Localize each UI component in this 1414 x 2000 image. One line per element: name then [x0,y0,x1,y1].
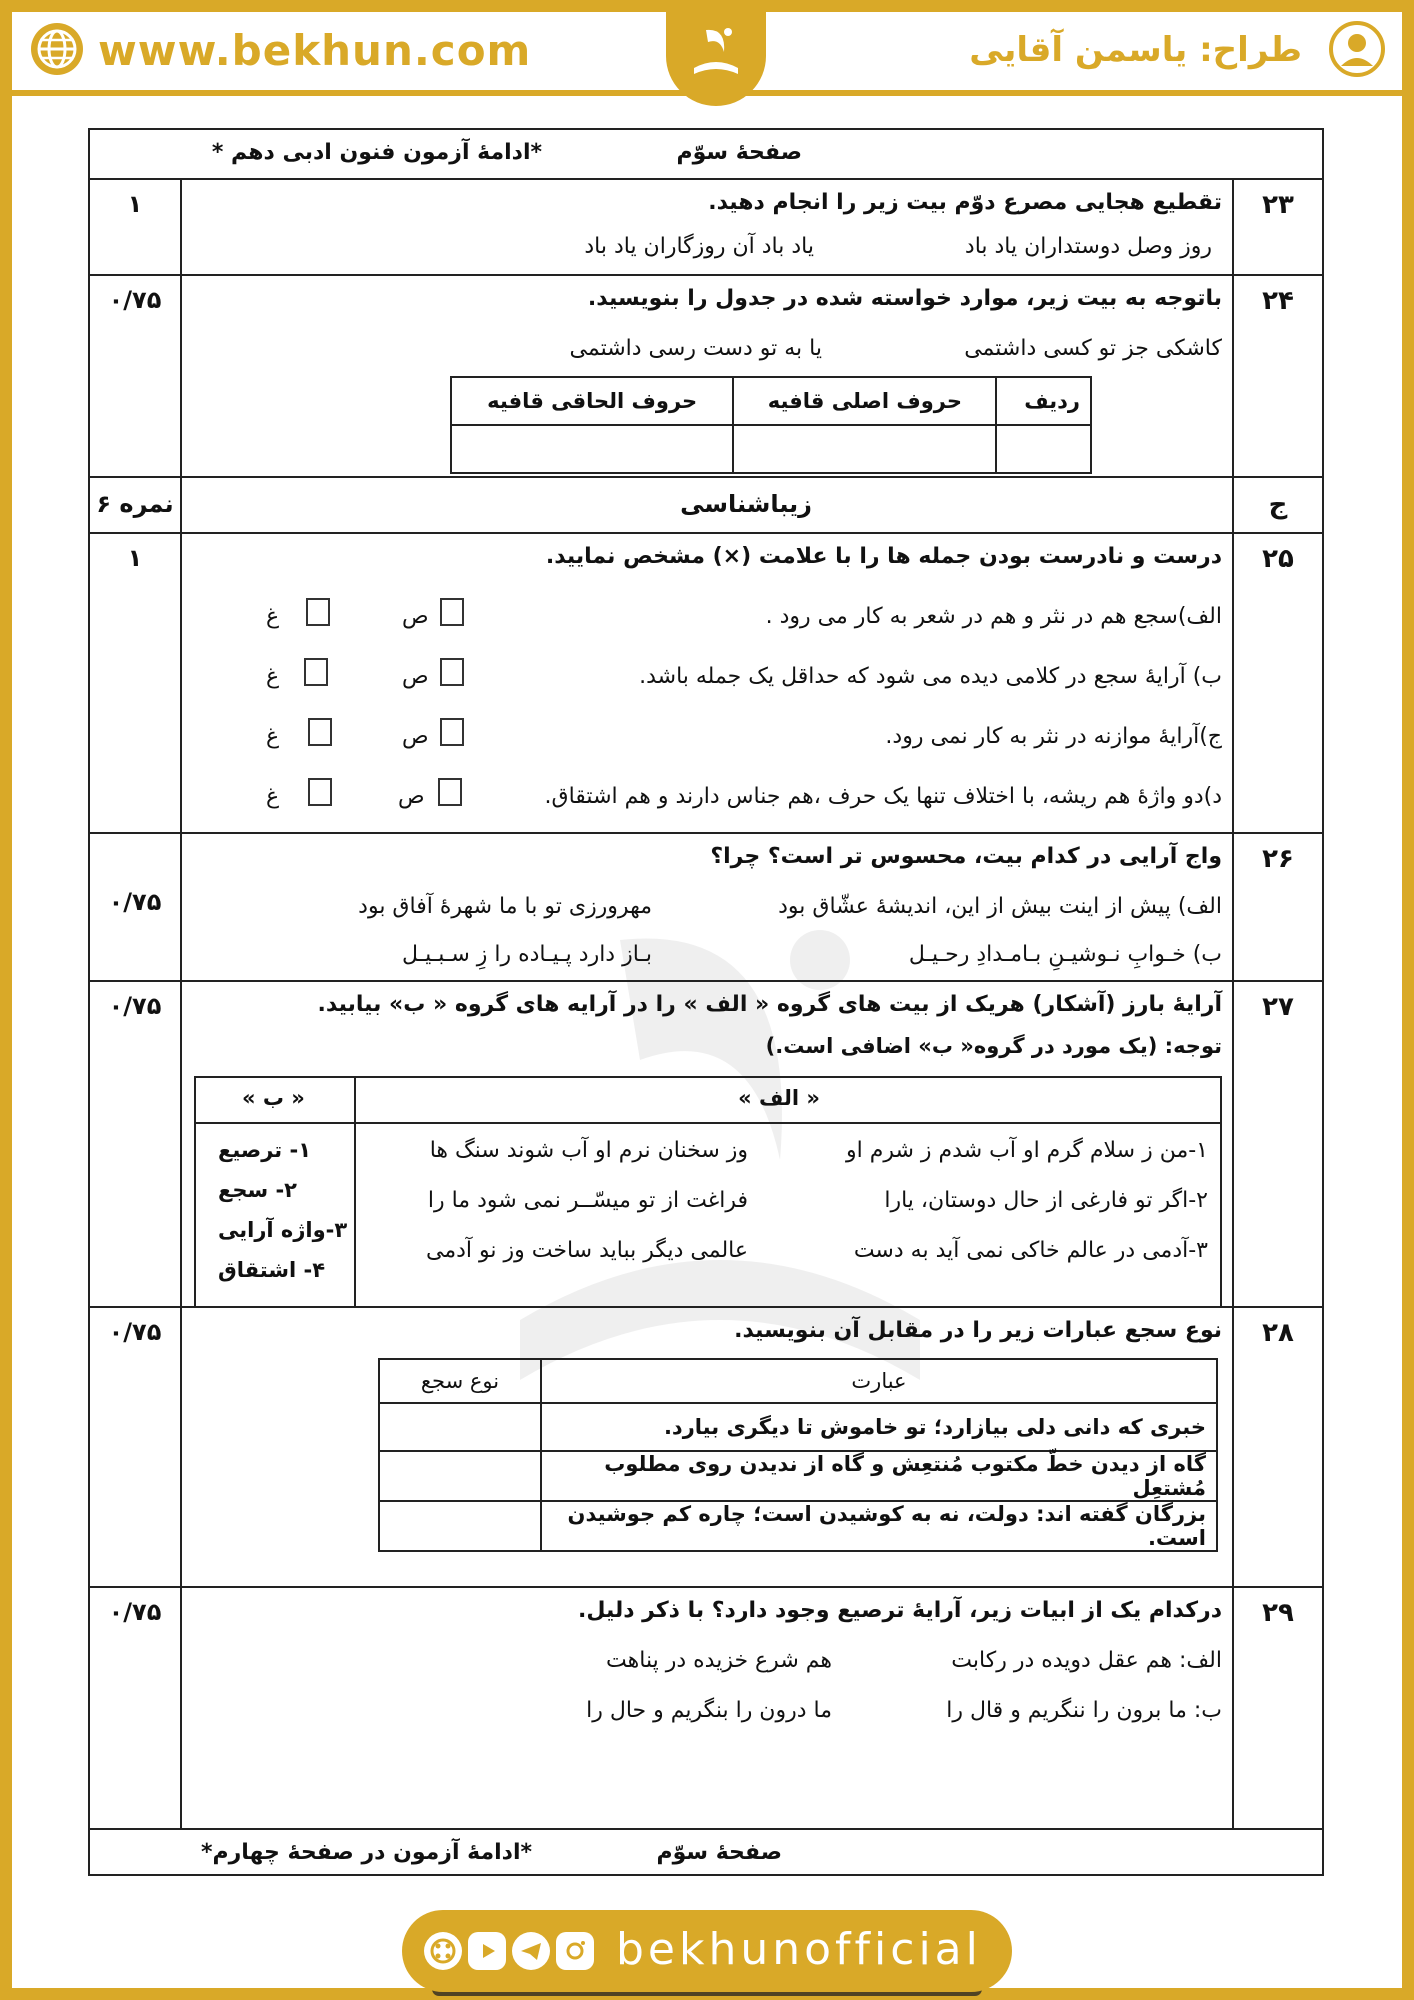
verse-left: یا به تو دست رسی داشتمی [569,336,822,361]
answer-cell[interactable] [451,425,733,473]
group-a-item-3-left: عالمی دیگر بباید ساخت وز نو آدمی [426,1238,748,1263]
col-added-letters: حروف الحاقی قافیه [451,377,733,425]
col-phrase: عبارت [541,1359,1217,1403]
group-b-label: « ب » [242,1086,305,1110]
social-footer [402,1910,1012,1992]
false-checkbox[interactable] [306,598,330,626]
question-score: ۰/۷۵ [90,982,182,1306]
true-label: ص [402,724,429,749]
col-main-letters: حروف اصلی قافیه [733,377,996,425]
book-logo-icon [666,8,766,106]
website-link[interactable]: www.bekhun.com [98,26,532,75]
section-score: ۶ نمره [90,478,182,532]
group-a-item-2-left: فراغت از تو میسّــر نمی شود ما را [427,1188,748,1213]
social-handle[interactable]: bekhunofficial [616,1924,982,1975]
answer-cell[interactable] [379,1451,541,1501]
verse-a-left: هم شرع خزیده در پناهت [606,1648,832,1673]
question-score: ۱ [90,180,182,274]
true-label: ص [402,604,429,629]
footer-page-label: صفحهٔ سوّم [656,1840,782,1865]
group-b-item-1: ۱- ترصیع [218,1138,312,1162]
phrase-3: بزرگان گفته اند: دولت، نه به کوشیدن است؛ چاره کم جوشیدن است. [541,1501,1217,1551]
site-header [12,12,1402,96]
true-checkbox[interactable] [440,718,464,746]
verse-a-left: مهرورزی تو با ما شهرهٔ آفاق بود [358,894,652,919]
true-checkbox[interactable] [440,598,464,626]
question-prompt: تقطیع هجایی مصرع دوّم بیت زیر را انجام دهید. [708,190,1222,215]
question-24 [90,276,1322,478]
footer-continuation: *ادامهٔ آزمون در صفحهٔ چهارم* [200,1840,532,1865]
question-28 [90,1308,1322,1588]
false-label: غ [266,604,280,629]
question-23 [90,180,1322,276]
true-checkbox[interactable] [438,778,462,806]
statement-c: ج)آرایهٔ موازنه در نثر به کار نمی رود. [885,724,1222,749]
verse-b-left: ما درون را بنگریم و حال را [586,1698,832,1723]
instagram-icon[interactable] [556,1932,594,1970]
true-checkbox[interactable] [440,658,464,686]
question-score: ۱ [90,534,182,832]
question-prompt: درکدام یک از ابیات زیر، آرایهٔ ترصیع وجود دارد؟ با ذکر دلیل. [577,1598,1222,1623]
answer-cell[interactable] [733,425,996,473]
phrase-1: خبری که دانی دلی بیازارد؛ تو خاموش تا دیگری بیارد. [541,1403,1217,1451]
designer-credit: طراح: یاسمن آقایی [969,30,1302,70]
statement-a: الف)سجع هم در نثر و هم در شعر به کار می رود . [765,604,1222,629]
false-checkbox[interactable] [308,778,332,806]
exam-sheet [88,128,1324,1876]
group-a-item-1-left: وز سخنان نرم او آب شوند سنگ ها [429,1138,748,1163]
page-header-row [90,130,1322,180]
group-a-label: « الف » [738,1086,820,1110]
group-b-item-2: ۲- سجع [218,1178,297,1202]
verse-a-right: الف: هم عقل دویده در رکابت [951,1648,1222,1673]
group-a-item-2-right: ۲-اگر تو فارغی از حال دوستان، یارا [884,1188,1208,1213]
question-prompt: درست و نادرست بودن جمله ها را با علامت (×) مشخص نمایید. [545,544,1222,569]
true-label: ص [398,784,425,809]
user-icon [1328,20,1386,78]
question-prompt: واج آرایی در کدام بیت، محسوس تر است؟ چرا؟ [710,844,1222,869]
section-title: زیباشناسی [680,490,812,518]
question-score: ۰/۷۵ [90,1588,182,1828]
section-aesthetics [90,478,1322,534]
answer-cell[interactable] [996,425,1091,473]
answer-cell[interactable] [379,1403,541,1451]
question-number: ۲۸ [1232,1308,1322,1586]
telegram-icon[interactable] [512,1932,550,1970]
verse-b-right: ب) خـوابِ نـوشیـنِ بـامـدادِ رحـیـل [908,942,1222,967]
verse-a-right: الف) پیش از اینت بیش از این، اندیشهٔ عشّاق بود [778,894,1222,919]
statement-b: ب) آرایهٔ سجع در کلامی دیده می شود که حداقل یک جمله باشد. [639,664,1222,689]
question-score: ۰/۷۵ [90,276,182,476]
false-label: غ [266,724,280,749]
question-29 [90,1588,1322,1830]
question-number: ۲۷ [1232,982,1322,1306]
question-number: ۲۴ [1232,276,1322,476]
question-27 [90,982,1322,1308]
col-type: نوع سجع [379,1359,541,1403]
group-a-item-3-right: ۳-آدمی در عالم خاکی نمی آید به دست [853,1238,1208,1263]
false-checkbox[interactable] [308,718,332,746]
statement-d: د)دو واژهٔ هم ریشه، با اختلاف تنها یک حرف ،هم جناس دارند و هم اشتقاق. [544,784,1222,809]
group-b-item-3: ۳-واژه آرایی [218,1218,348,1242]
matching-table [194,1076,1222,1308]
question-number: ۲۶ [1232,834,1322,980]
brand-logo [666,8,766,106]
verse-left: یاد باد آن روزگاران یاد باد [584,234,814,259]
question-26 [90,834,1322,982]
false-checkbox[interactable] [304,658,328,686]
question-prompt: باتوجه به بیت زیر، موارد خواسته شده در جدول را بنویسید. [587,286,1222,311]
continuation-note: *ادامهٔ آزمون فنون ادبی دهم * [211,140,542,165]
page-label: صفحهٔ سوّم [676,140,802,165]
aparat-icon[interactable] [424,1932,462,1970]
question-25 [90,534,1322,834]
verse-right: کاشکی جز تو کسی داشتمی [964,336,1222,361]
rhyme-table [450,376,1092,474]
col-radif: ردیف [996,377,1091,425]
verse-b-right: ب: ما برون را ننگریم و قال را [946,1698,1222,1723]
question-score: ۰/۷۵ [90,1308,182,1586]
question-number: ۲۹ [1232,1588,1322,1828]
verse-right: روز وصل دوستداران یاد باد [964,234,1212,259]
question-score: ۰/۷۵ [90,834,182,980]
page-footer-row [90,1830,1322,1874]
question-prompt: آرایهٔ بارز (آشکار) هریک از بیت های گروه « الف » را در آرایه های گروه « ب» بیابید. [317,992,1222,1017]
youtube-icon[interactable] [468,1932,506,1970]
group-b-item-4: ۴- اشتقاق [218,1258,326,1282]
question-prompt: نوع سجع عبارات زیر را در مقابل آن بنویسید. [734,1318,1222,1343]
question-note: توجه: (یک مورد در گروه« ب» اضافی است.) [765,1034,1222,1058]
verse-b-left: بـاز دارد پـیـاده را زِ سـبـیـل [402,942,652,967]
question-number: ۲۵ [1232,534,1322,832]
globe-icon [28,20,86,78]
phrase-2: گاه از دیدن خطّ مکتوب مُنتعِش و گاه از ندیدن روی مطلوب مُشتعِل [541,1451,1217,1501]
group-a-item-1-right: ۱-من ز سلام گرم او آب شدم ز شرم او [846,1138,1208,1163]
rhyme-type-table [378,1358,1218,1552]
section-letter: ج [1232,478,1322,532]
answer-cell[interactable] [379,1501,541,1551]
question-number: ۲۳ [1232,180,1322,274]
true-label: ص [402,664,429,689]
false-label: غ [266,784,280,809]
false-label: غ [266,664,280,689]
